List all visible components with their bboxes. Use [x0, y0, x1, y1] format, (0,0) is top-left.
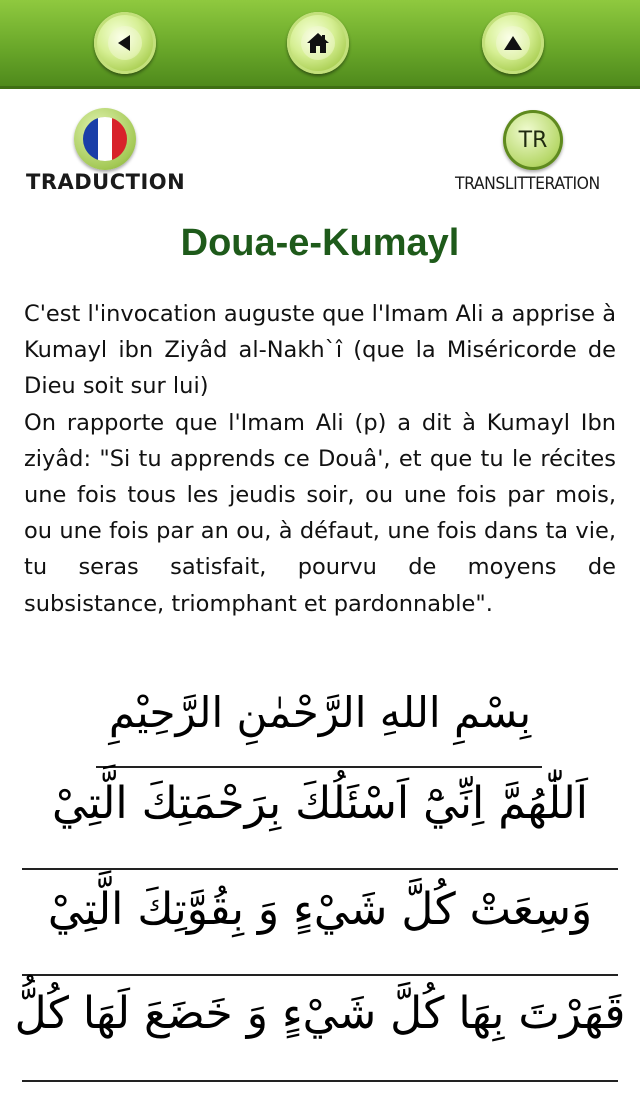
arabic-line-2: اَللّٰهُمَّ اِنِّيْٓ اَسْئَلُكَ بِرَحْمَتِكَ الَّتِيْ	[52, 778, 588, 829]
divider	[22, 1080, 618, 1082]
left-triangle-icon	[115, 33, 135, 53]
translation-label: TRADUCTION	[26, 170, 186, 194]
divider	[22, 868, 618, 870]
intro-paragraph-2: On rapporte que l'Imam Ali (p) a dit à Kumayl Ibn ziyâd: "Si tu apprends ce Douâ', et que tu le récites une fois tous les jeudis soir, ou une fois par mois, ou une fois par an ou, à défaut, une fois dans ta vie, tu seras satisfait, pourvu de moyens de subsistance, triomphant et pardonnable".	[24, 409, 616, 617]
french-flag-icon	[74, 108, 136, 170]
back-button[interactable]	[94, 12, 156, 74]
up-triangle-icon	[502, 33, 524, 53]
translation-button[interactable]	[22, 108, 192, 198]
home-button[interactable]	[287, 12, 349, 74]
top-navigation-bar	[0, 0, 640, 89]
language-options	[0, 90, 640, 200]
divider	[96, 766, 542, 768]
intro-paragraph-1: C'est l'invocation auguste que l'Imam Ali a apprise à Kumayl ibn Ziyâd al-Nakh`î (que la Miséricorde de Dieu soit sur lui)	[24, 301, 616, 400]
up-button[interactable]	[482, 12, 544, 74]
divider	[22, 974, 618, 976]
arabic-line-1: بِسْمِ اللهِ الرَّحْمٰنِ الرَّحِيْمِ	[108, 688, 532, 737]
arabic-line-4: قَهَرْتَ بِهَا كُلَّ شَيْءٍ وَ خَضَعَ لَهَا كُلُّ	[14, 988, 626, 1039]
intro-text	[24, 296, 616, 622]
transliteration-label: TRANSLITTERATION	[455, 174, 600, 194]
arabic-line-3: وَسِعَتْ كُلَّ شَيْءٍ وَ بِقُوَّتِكَ الَّتِيْ	[47, 884, 593, 935]
transliteration-button[interactable]	[448, 108, 628, 198]
home-icon	[306, 32, 330, 54]
page-title: Doua-e-Kumayl	[180, 222, 460, 264]
transliteration-badge: TR	[503, 110, 563, 170]
